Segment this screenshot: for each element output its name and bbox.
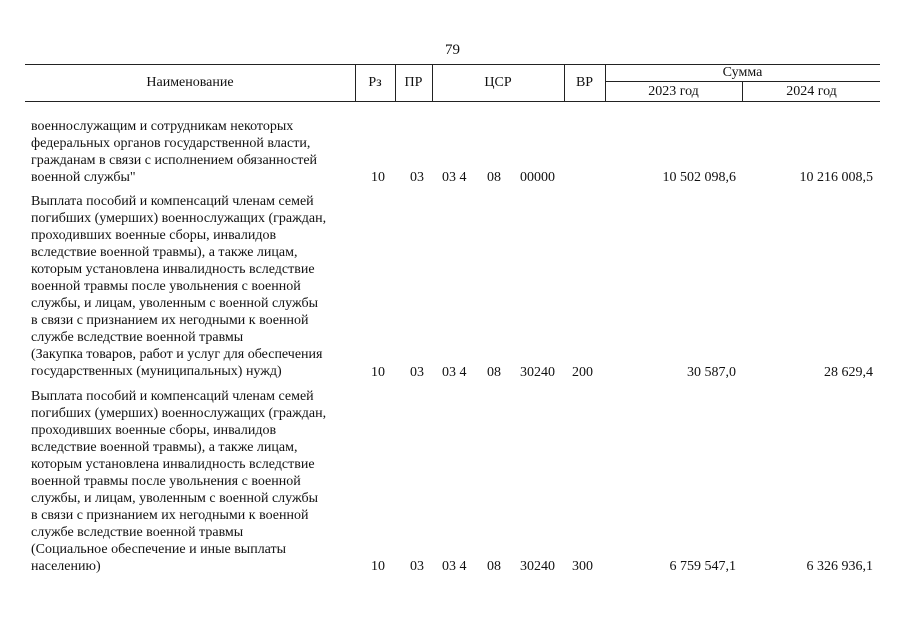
row-csr-program: 03 4 — [442, 365, 467, 380]
table-header — [25, 64, 880, 102]
table-row — [0, 388, 905, 580]
row-csr-direction: 00000 — [520, 170, 555, 185]
row-name: Выплата пособий и компенсаций членам семей погибших (умерших) военнослужащих (граждан, проходивших военные сборы, инвалидов вследствие военной травмы), а также лицам, которым установлена инвалидность вследствие военной травмы после увольнения с военной службы, и лицам, уволенным с военной службы в связи с признанием их негодными к военной службе вследствие военной травмы (Социальное обеспечение и иные выплаты населению) — [31, 389, 327, 574]
header-year-2023: 2023 год — [648, 84, 699, 99]
header-pr: ПР — [404, 75, 423, 90]
header-csr: ЦСР — [484, 75, 512, 90]
row-csr-subprogram: 08 — [487, 170, 501, 185]
row-vr: 300 — [572, 559, 593, 574]
row-csr-subprogram: 08 — [487, 365, 501, 380]
row-csr-direction: 30240 — [520, 365, 555, 380]
row-sum-2024: 10 216 008,5 — [799, 170, 873, 185]
row-rz: 10 — [371, 365, 385, 380]
row-name: военнослужащим и сотрудникам некоторых федеральных органов государственной власти, гражданам в связи с исполнением обязанностей военной службы" — [31, 119, 318, 185]
row-csr-subprogram: 08 — [487, 559, 501, 574]
row-name: Выплата пособий и компенсаций членам семей погибших (умерших) военнослужащих (граждан, проходивших военные сборы, инвалидов вследствие военной травмы), а также лицам, которым установлена инвалидность вследствие военной травмы после увольнения с военной службы, и лицам, уволенным с военной службы в связи с признанием их негодными к военной службе вследствие военной травмы (Закупка товаров, работ и услуг для обеспечения государственных (муниципальных) нужд) — [31, 194, 327, 379]
header-name: Наименование — [146, 75, 234, 90]
header-year-2024: 2024 год — [786, 84, 837, 99]
row-rz: 10 — [371, 559, 385, 574]
header-sum: Сумма — [722, 65, 763, 80]
row-rz: 10 — [371, 170, 385, 185]
row-sum-2023: 30 587,0 — [687, 365, 736, 380]
table-row — [0, 118, 905, 188]
row-csr-direction: 30240 — [520, 559, 555, 574]
header-vr: ВР — [575, 75, 594, 90]
page-number: 79 — [445, 42, 460, 58]
row-sum-2024: 6 326 936,1 — [806, 559, 873, 574]
row-sum-2024: 28 629,4 — [824, 365, 873, 380]
table-row — [0, 193, 905, 383]
row-sum-2023: 6 759 547,1 — [669, 559, 736, 574]
row-pr: 03 — [410, 170, 424, 185]
row-csr-program: 03 4 — [442, 170, 467, 185]
row-pr: 03 — [410, 559, 424, 574]
row-sum-2023: 10 502 098,6 — [662, 170, 736, 185]
row-csr-program: 03 4 — [442, 559, 467, 574]
row-vr: 200 — [572, 365, 593, 380]
header-rz: Рз — [368, 75, 382, 90]
row-pr: 03 — [410, 365, 424, 380]
